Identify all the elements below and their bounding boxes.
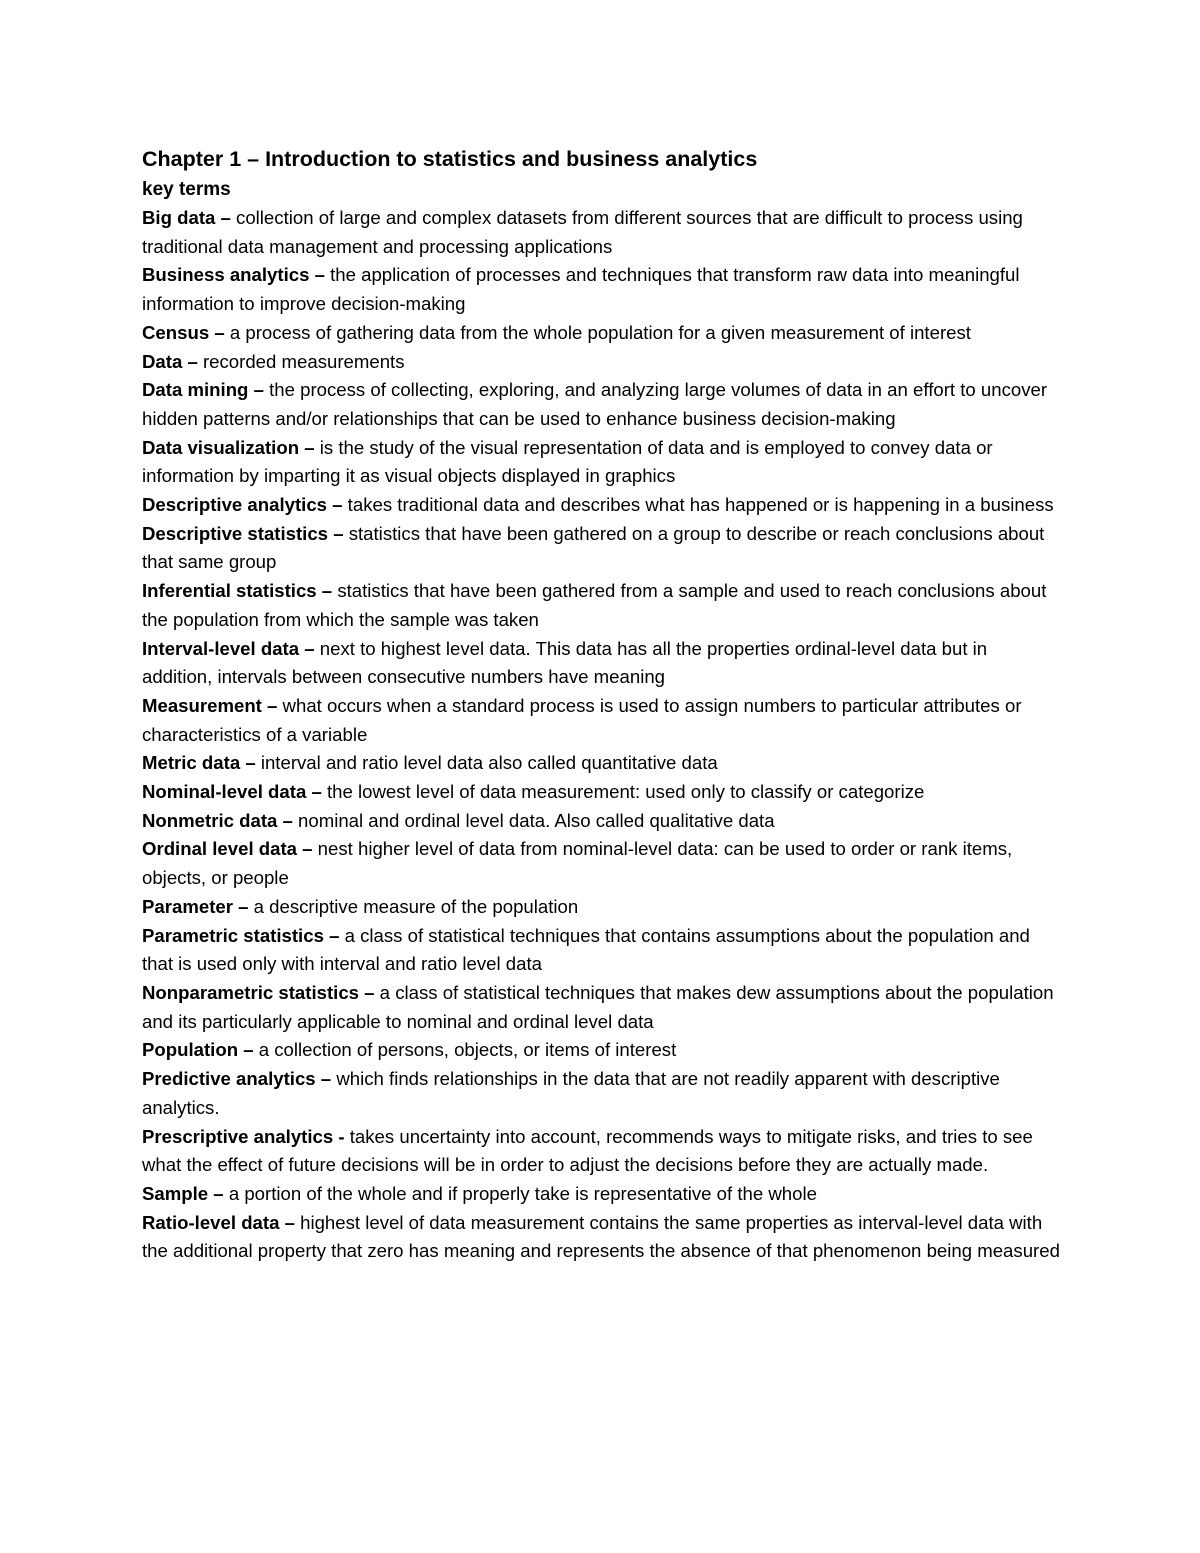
term-name: Descriptive statistics – <box>142 522 344 544</box>
term-name: Prescriptive analytics - <box>142 1125 345 1147</box>
term-entry <box>142 348 1062 377</box>
term-definition: a collection of persons, objects, or items of interest <box>253 1039 677 1061</box>
term-definition: highest level of data measurement contains the same properties as interval-level data with the additional property that zero has meaning and represents the absence of that phenomenon being measured <box>142 1211 1060 1262</box>
term-definition: nominal and ordinal level data. Also called qualitative data <box>292 809 775 831</box>
term-entry <box>142 778 1062 807</box>
term-name: Ordinal level data – <box>142 838 313 860</box>
term-name: Nominal-level data – <box>142 781 322 803</box>
key-terms-list <box>142 204 1062 1266</box>
term-name: Ratio-level data – <box>142 1211 295 1233</box>
term-definition: the process of collecting, exploring, and analyzing large volumes of data in an effort to uncover hidden patterns and/or relationships that can be used to enhance business decision-making <box>142 379 1048 429</box>
term-entry <box>142 491 1062 520</box>
term-entry <box>142 749 1062 778</box>
term-definition: is the study of the visual representation of data and is employed to convey data or information by imparting it as visual objects displayed in graphics <box>142 436 993 487</box>
term-entry <box>142 319 1062 348</box>
term-definition: statistics that have been gathered from a sample and used to reach conclusions about the population from which the sample was taken <box>142 580 1047 630</box>
term-name: Predictive analytics – <box>142 1068 332 1090</box>
term-name: Census – <box>142 321 225 343</box>
term-entry <box>142 692 1062 749</box>
term-name: Business analytics – <box>142 264 325 286</box>
document-body <box>142 143 1062 1266</box>
term-definition: a descriptive measure of the population <box>248 895 579 917</box>
term-definition: a class of statistical techniques that contains assumptions about the population and that is used only with interval and ratio level data <box>142 924 1030 975</box>
term-entry <box>142 1209 1062 1266</box>
term-definition: interval and ratio level data also called quantitative data <box>255 752 718 774</box>
term-name: Data mining – <box>142 379 264 401</box>
term-definition: statistics that have been gathered on a group to describe or reach conclusions about that same group <box>142 522 1045 573</box>
term-entry <box>142 1123 1062 1180</box>
term-definition: the lowest level of data measurement: used only to classify or categorize <box>321 781 925 803</box>
term-name: Data – <box>142 350 198 372</box>
term-definition: takes traditional data and describes what has happened or is happening in a business <box>342 494 1054 516</box>
term-entry <box>142 893 1062 922</box>
term-entry <box>142 577 1062 634</box>
term-name: Descriptive analytics – <box>142 494 343 516</box>
term-name: Interval-level data – <box>142 637 315 659</box>
term-definition: a class of statistical techniques that makes dew assumptions about the population and its particularly applicable to nominal and ordinal level data <box>142 981 1054 1032</box>
term-name: Population – <box>142 1039 254 1061</box>
term-name: Parametric statistics – <box>142 924 340 946</box>
term-definition: the application of processes and techniques that transform raw data into meaningful information to improve decision-making <box>142 264 1020 315</box>
term-entry <box>142 376 1062 433</box>
term-entry <box>142 979 1062 1036</box>
term-definition: collection of large and complex datasets from different sources that are difficult to process using traditional data management and processing applications <box>142 207 1023 257</box>
chapter-title: Chapter 1 – Introduction to statistics and business analytics <box>142 147 758 171</box>
term-entry <box>142 1180 1062 1209</box>
term-definition: what occurs when a standard process is used to assign numbers to particular attributes or characteristics of a variable <box>142 694 1022 745</box>
term-name: Parameter – <box>142 895 249 917</box>
term-entry <box>142 807 1062 836</box>
term-entry <box>142 1065 1062 1122</box>
term-definition: a portion of the whole and if properly take is representative of the whole <box>223 1182 817 1204</box>
key-terms-heading: key terms <box>142 179 231 200</box>
term-name: Measurement – <box>142 694 278 716</box>
term-definition: which finds relationships in the data that are not readily apparent with descriptive analytics. <box>142 1068 1000 1118</box>
term-entry <box>142 1036 1062 1065</box>
term-entry <box>142 835 1062 892</box>
term-entry <box>142 520 1062 577</box>
term-name: Big data – <box>142 207 231 228</box>
term-name: Inferential statistics – <box>142 580 333 602</box>
term-entry <box>142 204 1062 261</box>
term-definition: nest higher level of data from nominal-level data: can be used to order or rank items, objects, or people <box>142 838 1013 889</box>
term-entry <box>142 635 1062 692</box>
term-name: Sample – <box>142 1182 224 1204</box>
term-definition: recorded measurements <box>197 350 405 372</box>
term-entry <box>142 434 1062 491</box>
term-name: Nonparametric statistics – <box>142 981 375 1003</box>
term-name: Metric data – <box>142 752 256 774</box>
term-name: Nonmetric data – <box>142 809 293 831</box>
term-name: Data visualization – <box>142 436 315 458</box>
term-definition: takes uncertainty into account, recommends ways to mitigate risks, and tries to see what the effect of future decisions will be in order to adjust the decisions before they are actually made. <box>142 1125 1033 1176</box>
term-definition: next to highest level data. This data has all the properties ordinal-level data but in addition, intervals between consecutive numbers have meaning <box>142 637 988 688</box>
term-entry <box>142 261 1062 318</box>
term-definition: a process of gathering data from the whole population for a given measurement of interest <box>224 321 971 343</box>
term-entry <box>142 922 1062 979</box>
